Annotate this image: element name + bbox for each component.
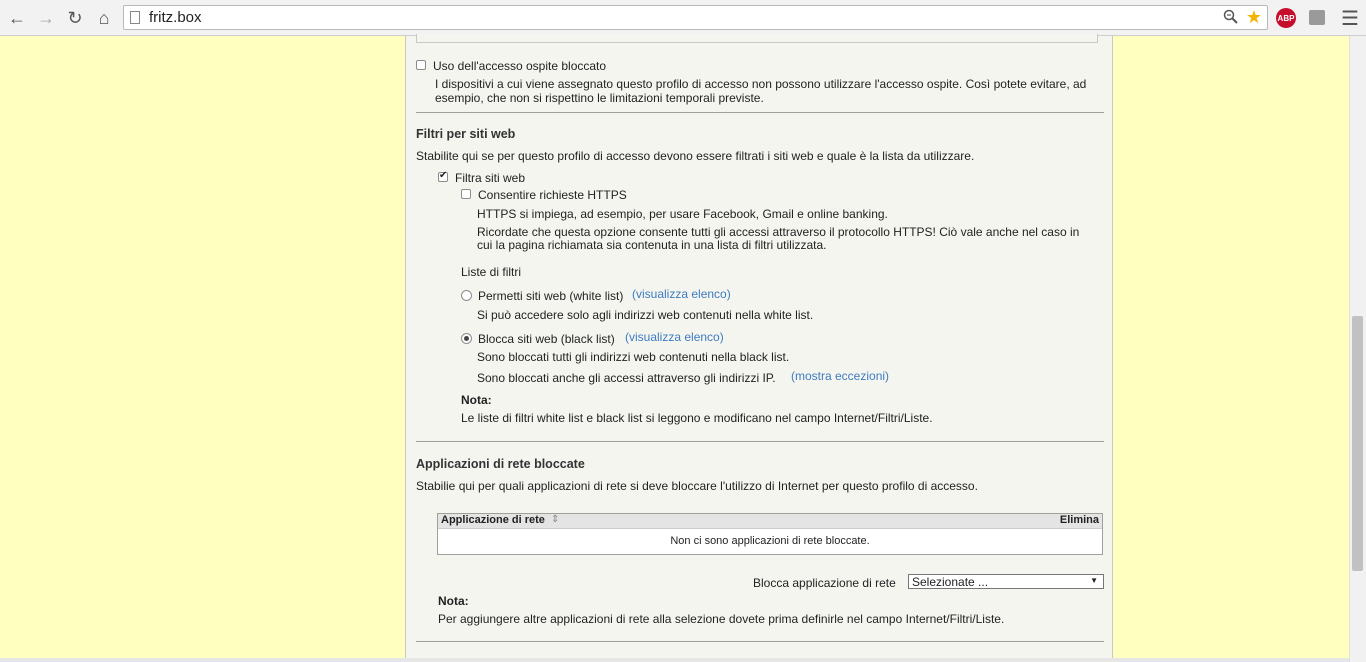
guest-block-desc-line1: I dispositivi a cui viene assegnato questo profilo di accesso non possono utilizzare l'accesso ospite. Così potete evitare, ad [435,77,1087,91]
https-desc: HTTPS si impiega, ad esempio, per usare Facebook, Gmail e online banking. [477,207,888,221]
https-label: Consentire richieste HTTPS [478,188,627,202]
back-arrow-icon[interactable]: ← [8,7,26,28]
blacklist-view-link[interactable]: (visualizza elenco) [625,330,724,344]
blacklist-radio[interactable] [461,333,472,344]
star-icon[interactable]: ★ [1245,7,1262,27]
sort-icon[interactable]: ⇕ [551,514,560,525]
filter-lists-label: Liste di filtri [461,265,522,279]
chevron-down-icon: ▼ [1090,576,1098,585]
divider [416,112,1104,113]
net-apps-table [437,513,1103,555]
reload-icon[interactable]: ↻ [67,7,83,28]
column-header-delete: Elimina [1059,514,1099,526]
blacklist-ip-text: Sono bloccati anche gli accessi attraverso gli indirizzi IP. [477,371,776,385]
block-app-select[interactable] [908,574,1104,589]
guest-block-label: Uso dell'accesso ospite bloccato [433,59,607,73]
filter-web-label: Filtra siti web [455,171,526,185]
https-note-line1: Ricordate che questa opzione consente tutti gli accessi attraverso il protocollo HTTPS! Ciò vale anche nel caso in [477,225,1080,239]
filter-web-checkbox[interactable] [438,172,448,182]
forward-arrow-icon[interactable]: → [37,7,55,28]
menu-icon[interactable]: ☰ [1341,8,1359,30]
show-exceptions-link[interactable]: (mostra eccezioni) [791,369,890,383]
page-scrollbar[interactable] [1349,36,1366,662]
web-filter-title: Filtri per siti web [416,127,516,141]
whitelist-view-link[interactable]: (visualizza elenco) [632,287,731,301]
content-panel [405,36,1113,662]
column-header-app[interactable]: Applicazione di rete [441,514,545,526]
whitelist-radio[interactable] [461,290,472,301]
extension-icon[interactable] [1309,10,1325,25]
address-bar[interactable] [123,5,1268,30]
guest-block-desc-line2: esempio, che non si rispettino le limitazioni temporali previste. [435,91,764,105]
blacklist-desc: Sono bloccati tutti gli indirizzi web contenuti nella black list. [477,350,790,364]
blacklist-label: Blocca siti web (black list) [478,332,615,346]
guest-block-checkbox[interactable] [416,60,426,70]
net-apps-note-text: Per aggiungere altre applicazioni di rete alla selezione dovete prima definirle nel campo Internet/Filtri/Liste. [438,612,1005,626]
web-filter-intro: Stabilite qui se per questo profilo di accesso devono essere filtrati i siti web e quale è la lista da utilizzare. [416,149,975,163]
page-icon [130,11,140,24]
web-filter-note-label: Nota: [461,393,492,407]
net-apps-title: Applicazioni di rete bloccate [416,457,585,471]
scrollbar-thumb[interactable] [1352,316,1363,571]
whitelist-label: Permetti siti web (white list) [478,289,624,303]
net-apps-intro: Stabilie qui per quali applicazioni di rete si deve bloccare l'utilizzo di Internet per questo profilo di accesso. [416,479,978,493]
https-note-line2: cui la pagina richiamata sia contenuta in una lista di filtri utilizzata. [477,238,827,252]
browser-toolbar [0,0,1366,36]
divider [416,441,1104,442]
table-header [438,514,1102,529]
zoom-icon[interactable] [1223,9,1239,28]
previous-box [416,34,1098,43]
home-icon[interactable]: ⌂ [98,7,110,28]
whitelist-desc: Si può accedere solo agli indirizzi web contenuti nella white list. [477,308,814,322]
adblock-icon[interactable]: ABP [1276,8,1296,28]
https-checkbox[interactable] [461,189,471,199]
empty-table-message: Non ci sono applicazioni di rete bloccate. [670,535,870,547]
bottom-edge [0,658,1349,662]
net-apps-note-label: Nota: [438,594,469,608]
select-value: Selezionate ... [912,575,989,589]
divider [416,641,1104,642]
url-text[interactable]: fritz.box [149,9,202,26]
block-app-label: Blocca applicazione di rete [753,576,896,590]
web-filter-note-text: Le liste di filtri white list e black list si leggono e modificano nel campo Internet/Filtri/Liste. [461,411,933,425]
